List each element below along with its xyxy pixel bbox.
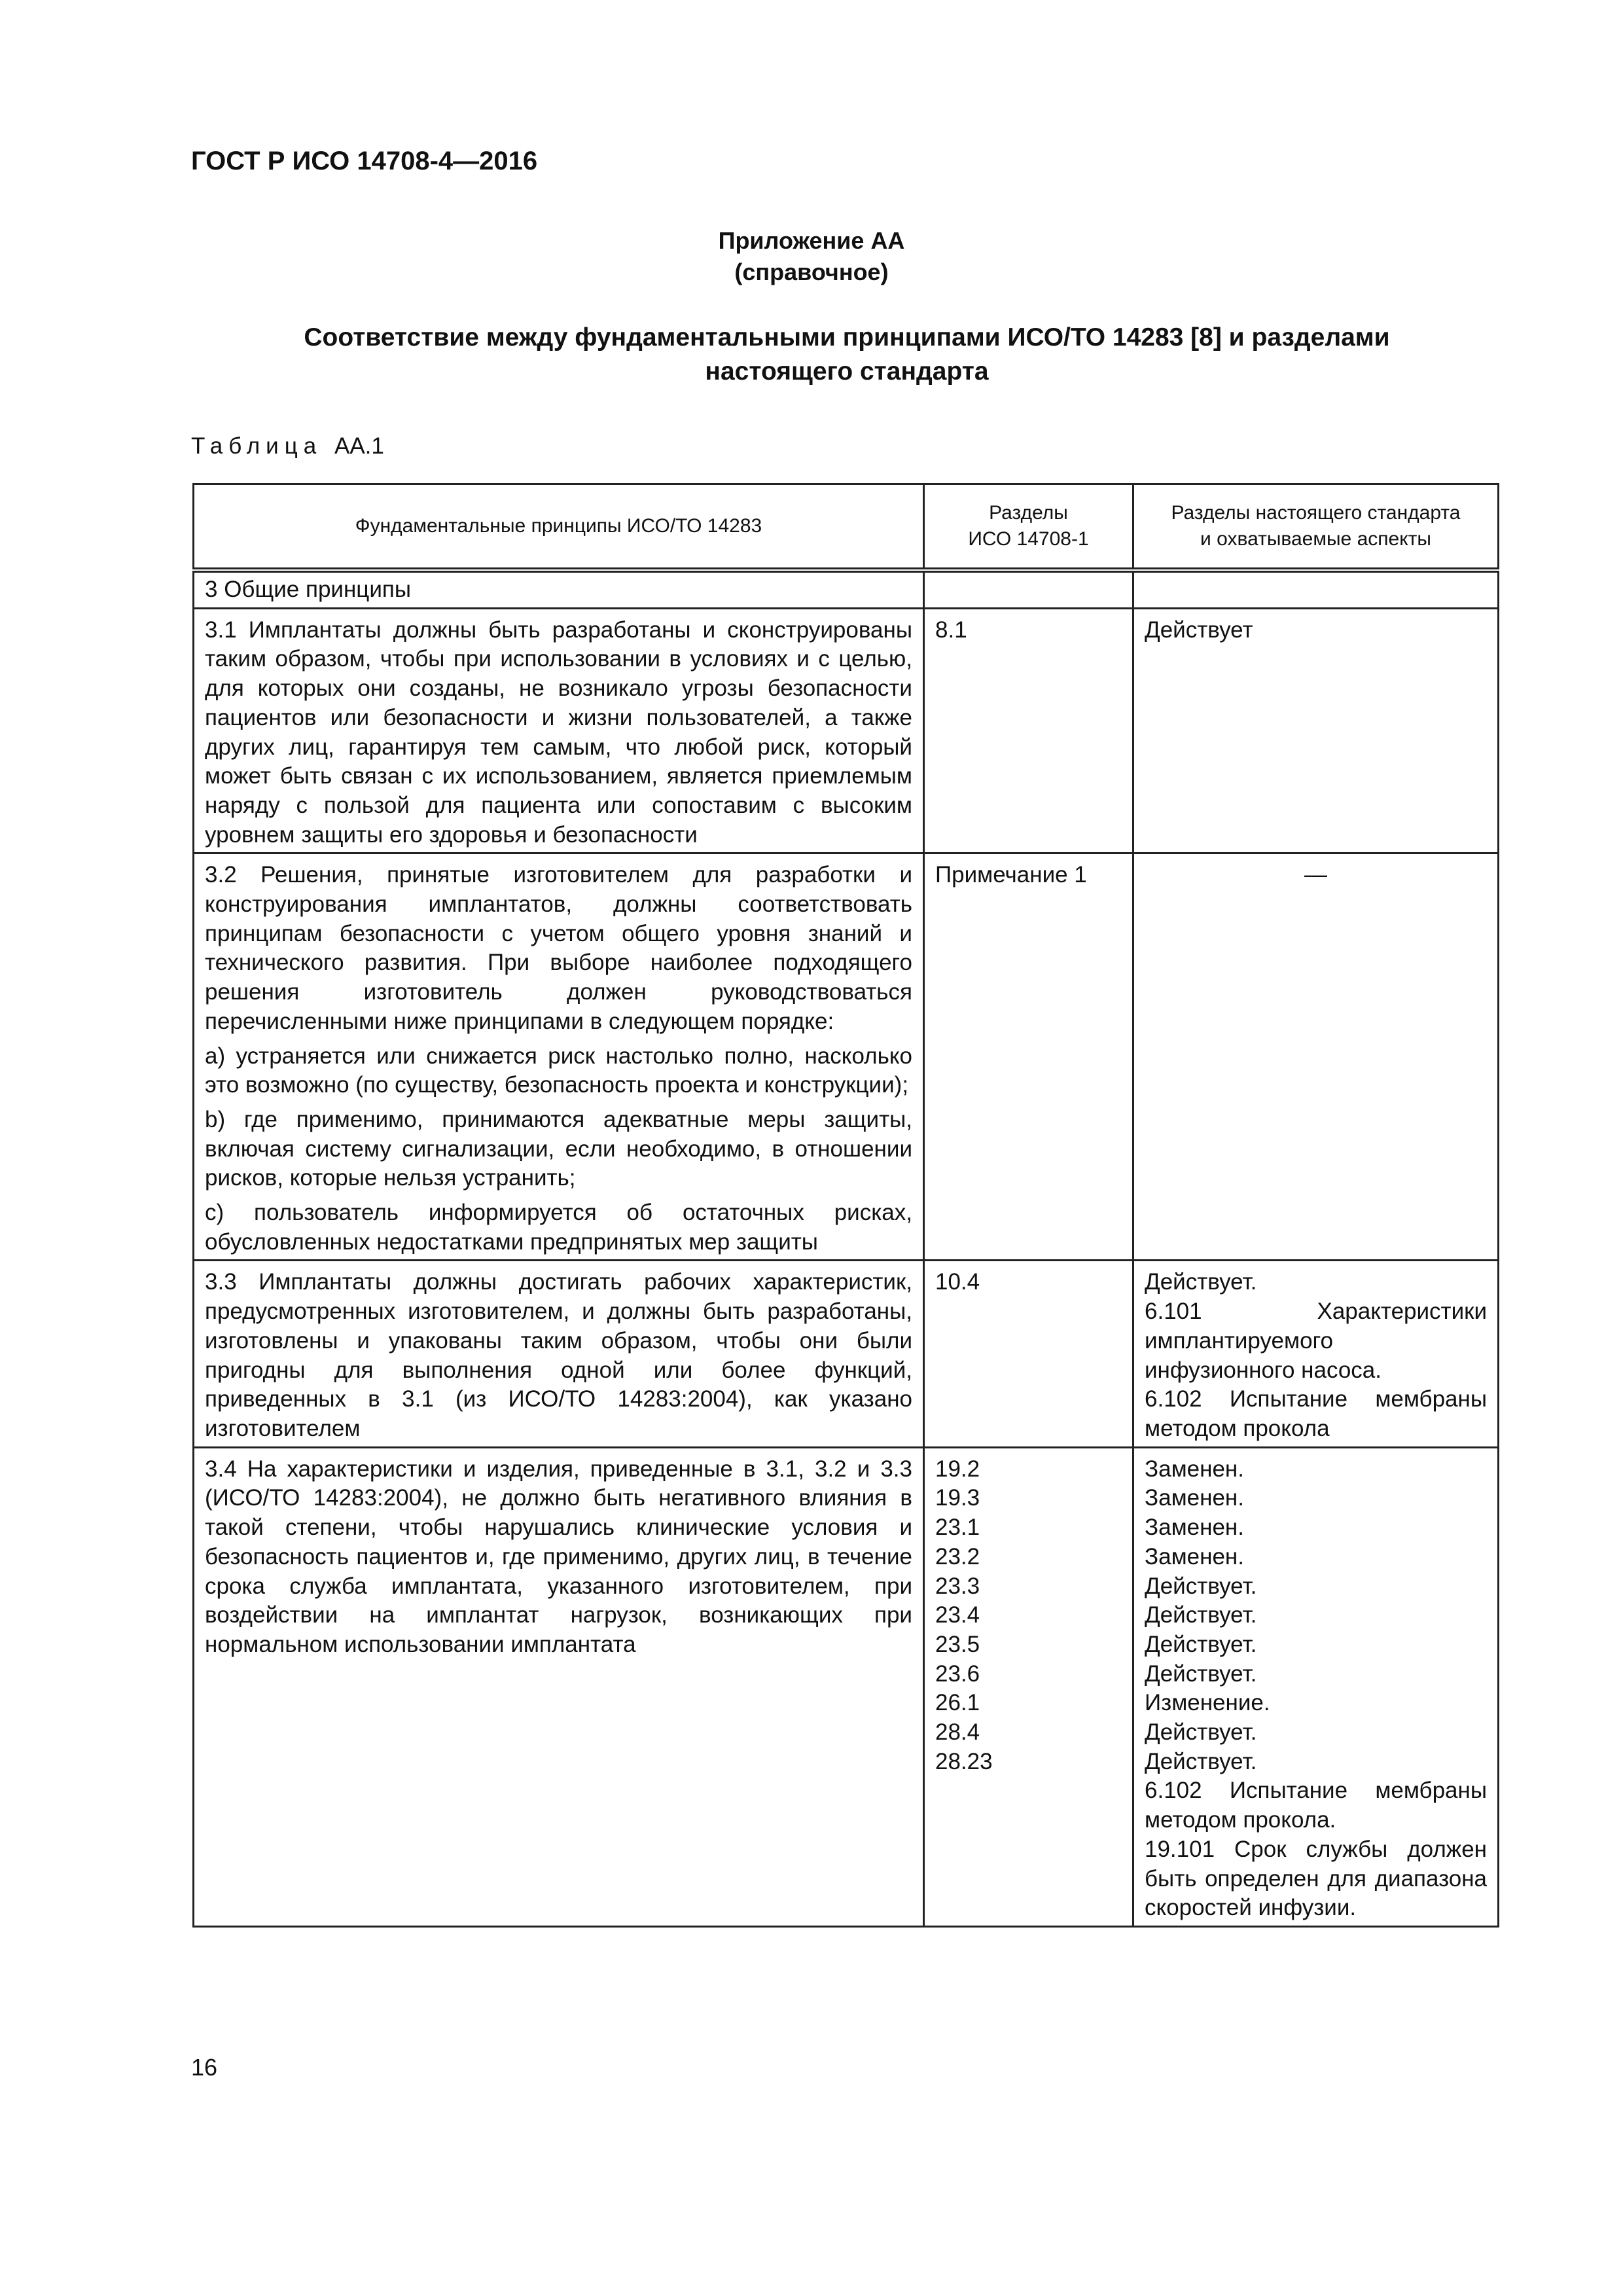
iso-section-cell [924, 608, 1133, 853]
iso-section-item: 23.5 [935, 1631, 980, 1657]
iso-section-item: Примечание 1 [935, 862, 1087, 888]
correspondence-table [192, 483, 1499, 1928]
table-row [194, 1447, 1499, 1926]
aspect-item: Изменение. [1145, 1690, 1270, 1716]
table-caption-number: АА.1 [334, 433, 384, 459]
iso-section-item: 28.4 [935, 1719, 980, 1746]
section-empty-cell [1133, 570, 1499, 608]
header-text-line: Разделы настоящего стандарта [1171, 502, 1461, 524]
iso-section-item: 28.23 [935, 1748, 993, 1774]
aspect-item: 6.101 Характеристики имплантируемого инфузионного насоса. [1145, 1299, 1487, 1383]
page-number: 16 [191, 2054, 218, 2081]
principle-cell [194, 608, 924, 853]
iso-section-item: 23.3 [935, 1573, 980, 1599]
iso-section-item: 26.1 [935, 1690, 980, 1716]
aspect-item: Действует. [1145, 1660, 1257, 1687]
aspect-item: — [1304, 862, 1327, 888]
iso-section-cell [924, 853, 1133, 1261]
aspect-item: Действует. [1145, 1269, 1257, 1295]
principle-paragraph: 3.4 На характеристики и изделия, приведенные в 3.1, 3.2 и 3.3 (ИСО/ТО 14283:2004), не должно быть негативного влияния в такой степени, чтобы нарушались клинические условия и безопасность пациентов и, где применимо, других лиц, в течение срока служба имплантата, указанного изготовителем, при воздействии на имплантат нагрузок, возникающих при нормальном использовании имплантата [205, 1456, 912, 1657]
iso-section-item: 23.6 [935, 1660, 980, 1687]
principle-paragraph: b) где применимо, принимаются адекватные меры защиты, включая систему сигнализации, если необходимо, в отношении рисков, которые нельзя устранить; [205, 1106, 912, 1191]
annex-label: Приложение АА [718, 227, 905, 254]
principle-paragraph: а) устраняется или снижается риск настолько полно, насколько это возможно (по существу, безопасность проекта и конструкции); [205, 1043, 912, 1098]
principle-cell [194, 1261, 924, 1447]
principle-paragraph: 3.2 Решения, принятые изготовителем для разработки и конструирования имплантатов, должны соответствовать принципам безопасности с учетом общего уровня знаний и технического развития. При выборе наиболее подходящего решения изготовитель должен руководствоваться перечисленными ниже принципами в следующем порядке: [205, 862, 912, 1034]
iso-section-item: 23.4 [935, 1602, 980, 1628]
header-iso-sections [924, 484, 1133, 571]
iso-section-item: 23.1 [935, 1515, 980, 1541]
principle-cell [194, 1447, 924, 1926]
table-caption [191, 433, 384, 459]
iso-section-item: 23.2 [935, 1543, 980, 1570]
section-row [194, 570, 1499, 608]
annex-title [191, 321, 1503, 389]
aspect-cell [1133, 853, 1499, 1261]
aspect-item: Заменен. [1145, 1485, 1244, 1511]
aspect-item: Действует. [1145, 1719, 1257, 1746]
aspect-item: Действует. [1145, 1573, 1257, 1599]
aspect-cell [1133, 1447, 1499, 1926]
aspect-item: Действует. [1145, 1631, 1257, 1657]
aspect-item: Заменен. [1145, 1456, 1244, 1482]
aspect-item: Действует. [1145, 1602, 1257, 1628]
iso-section-item: 8.1 [935, 617, 967, 643]
table-header-row [194, 484, 1499, 571]
principle-cell [194, 853, 924, 1261]
iso-section-item: 19.3 [935, 1485, 980, 1511]
annex-status: (справочное) [734, 259, 889, 285]
iso-section-cell [924, 1261, 1133, 1447]
aspect-item: Заменен. [1145, 1515, 1244, 1541]
iso-section-item: 19.2 [935, 1456, 980, 1482]
principle-paragraph: с) пользователь информируется об остаточных рисках, обусловленных недостатками предпринятых мер защиты [205, 1200, 912, 1255]
principle-paragraph: 3.1 Имплантаты должны быть разработаны и сконструированы таким образом, чтобы при использовании в условиях и с целью, для которых они созданы, не возникало угрозы безопасности пациентов или безопасности и жизни пользователей, а также других лиц, гарантируя тем самым, что любой риск, который может быть связан с их использованием, является приемлемым наряду с пользой для пациента или сопоставим с высоким уровнем защиты его здоровья и безопасности [205, 617, 912, 848]
table-row [194, 1261, 1499, 1447]
aspect-cell [1133, 608, 1499, 853]
aspect-item: Действует. [1145, 1748, 1257, 1774]
annex-title-line-1: Соответствие между фундаментальными принципами ИСО/ТО 14283 [8] и разделами [304, 323, 1390, 351]
principle-paragraph: 3.3 Имплантаты должны достигать рабочих характеристик, предусмотренных изготовителем, и должны быть разработаны, изготовлены и упакованы таким образом, чтобы они были пригодны для выполнения одной или более функций, приведенных в 3.1 (из ИСО/ТО 14283:2004), как указано изготовителем [205, 1269, 912, 1441]
header-text-line: ИСО 14708-1 [968, 528, 1089, 550]
table-row [194, 608, 1499, 853]
header-text-line: Разделы [989, 502, 1068, 524]
header-text-line: и охватываемые аспекты [1200, 528, 1431, 550]
annex-heading [0, 225, 1623, 288]
iso-section-cell [924, 1447, 1133, 1926]
table-caption-word: Таблица [191, 433, 323, 459]
table-row [194, 853, 1499, 1261]
aspect-item: Действует [1145, 617, 1253, 643]
annex-title-line-2: настоящего стандарта [705, 357, 989, 386]
aspect-item: 6.102 Испытание мембраны методом прокола [1145, 1386, 1487, 1441]
aspect-item: 19.101 Срок службы должен быть определен для диапазона скоростей инфузии. [1145, 1836, 1487, 1921]
iso-section-item: 10.4 [935, 1269, 980, 1295]
aspect-item: 6.102 Испытание мембраны методом прокола. [1145, 1778, 1487, 1833]
header-principles [194, 484, 924, 571]
section-title: 3 Общие принципы [194, 570, 924, 608]
header-standard-sections [1133, 484, 1499, 571]
header-text-line: Фундаментальные принципы ИСО/ТО 14283 [355, 515, 762, 537]
aspect-cell [1133, 1261, 1499, 1447]
document-code: ГОСТ Р ИСО 14708-4—2016 [191, 147, 538, 175]
aspect-item: Заменен. [1145, 1543, 1244, 1570]
section-empty-cell [924, 570, 1133, 608]
